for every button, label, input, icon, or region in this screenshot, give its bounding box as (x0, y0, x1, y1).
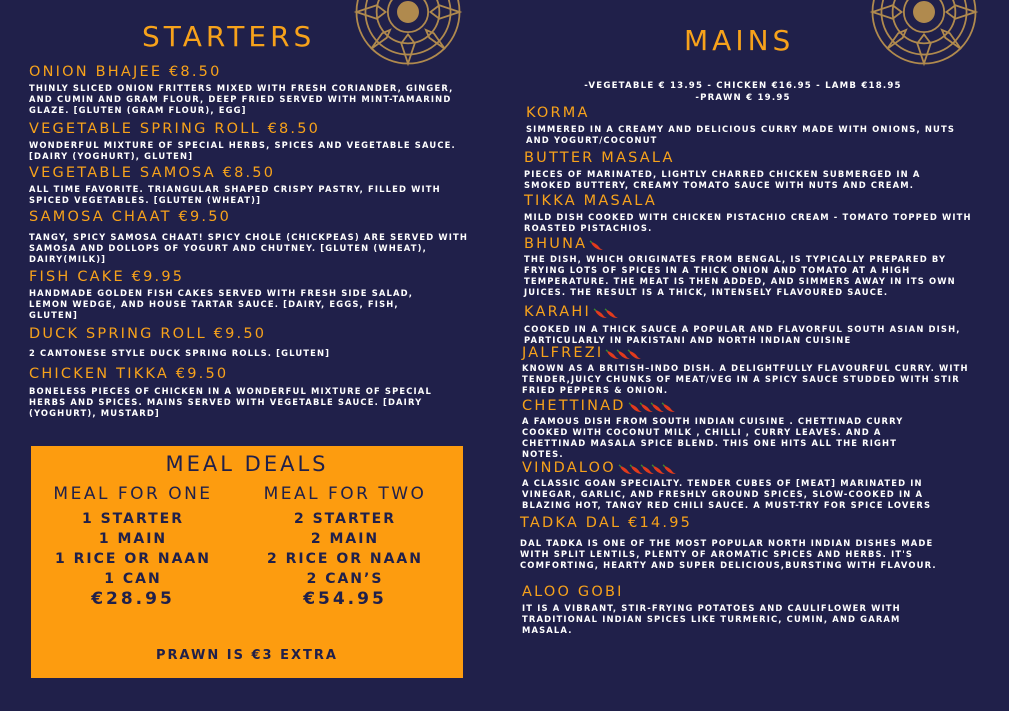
chili-icon (661, 402, 676, 413)
dish-name-text: TIKKA MASALA (524, 193, 657, 209)
meal-line: 1 MAIN (98, 531, 168, 547)
dish-name: ALOO GOBI (522, 584, 624, 600)
mandala-svg (868, 0, 980, 68)
main-extra-item (520, 515, 940, 571)
dish-name-text: JALFREZI (522, 345, 604, 361)
meal-line: 1 RICE OR NAAN (55, 551, 211, 567)
dish-description: A CLASSIC GOAN SPECIALTY. TENDER CUBES OF [MEAT] MARINATED IN VINEGAR, GARLIC, AND FRESHLY GROUND SPICES, SLOW-COOKED IN A BLAZING HOT, TANGY RED CHILI SAUCE. A MUST-TRY FOR SPICE LOVERS (522, 478, 932, 510)
starter-item (29, 326, 469, 359)
main-item (522, 460, 974, 511)
dish-description: IT IS A VIBRANT, STIR-FRYING POTATOES AND CAULIFLOWER WITH TRADITIONAL INDIAN SPICES LIKE TURMERIC, CUMIN, AND GARAM MASALA. (522, 603, 901, 635)
mandala-icon (352, 0, 464, 68)
starter-item (29, 269, 449, 321)
meal-deals-title: MEAL DEALS (165, 452, 329, 476)
dish-name-text: BUTTER MASALA (524, 150, 675, 166)
meal-for-one-price: €28.95 (91, 589, 175, 609)
meal-line: 2 STARTER (293, 511, 397, 527)
chili-rating (589, 237, 600, 254)
dish-name: VEGETABLE SAMOSA €8.50 (29, 165, 276, 181)
mains-prices-line: -VEGETABLE € 13.95 - CHICKEN €16.95 - LAMB €18.95 (584, 81, 902, 91)
dish-description: KNOWN AS A BRITISH–INDO DISH. A DELIGHTFULLY FLAVOURFUL CURRY. WITH TENDER,JUICY CHUNKS OF MEAT/VEG IN A SPICY SAUCE STUDDED WITH STIR FRIED PEPPERS & ONION. (522, 363, 969, 395)
dish-description: SIMMERED IN A CREAMY AND DELICIOUS CURRY MADE WITH ONIONS, NUTS AND YOGURT/COCONUT (526, 124, 956, 145)
main-item (526, 105, 956, 146)
dish-name (522, 345, 978, 363)
dish-name (522, 460, 974, 478)
dish-name (524, 236, 970, 254)
main-item (524, 150, 964, 191)
dish-description: WONDERFUL MIXTURE OF SPECIAL HERBS, SPICES AND VEGETABLE SAUCE.[DAIRY (YOGHURT), GLUTEN] (29, 140, 456, 161)
dish-description: 2 CANTONESE STYLE DUCK SPRING ROLLS. [GLUTEN] (29, 348, 331, 358)
chili-icon (604, 308, 619, 319)
dish-description: COOKED IN A THICK SAUCE A POPULAR AND FLAVORFUL SOUTH ASIAN DISH, PARTICULARLY IN PAKISTANI AND NORTH INDIAN CUISINE (524, 324, 961, 345)
chili-icon (589, 240, 604, 251)
meal-deals-box (31, 446, 463, 678)
dish-description: TANGY, SPICY SAMOSA CHAAT! SPICY CHOLE (CHICKPEAS) ARE SERVED WITH SAMOSA AND DOLLOPS OF YOGURT AND CHUTNEY. [GLUTEN (WHEAT), DAIRY(MILK)] (29, 232, 469, 264)
starter-item (29, 64, 469, 116)
dish-name (524, 150, 964, 167)
chili-icon (662, 464, 677, 475)
chili-rating (593, 305, 615, 322)
dish-name: VEGETABLE SPRING ROLL €8.50 (29, 121, 321, 137)
meal-line: 1 CAN (104, 571, 162, 587)
dish-description: HANDMADE GOLDEN FISH CAKES SERVED WITH FRESH SIDE SALAD, LEMON WEDGE, AND HOUSE TARTAR SAUCE. [DAIRY, EGGS, FISH, GLUTEN] (29, 288, 414, 320)
starter-item (29, 165, 469, 206)
starters-title: STARTERS (142, 20, 316, 53)
dish-name (524, 304, 970, 322)
dish-description: ALL TIME FAVORITE. TRIANGULAR SHAPED CRISPY PASTRY, FILLED WITH SPICED VEGETABLES. [GLUTEN (WHEAT)] (29, 184, 441, 205)
dish-name: FISH CAKE €9.95 (29, 269, 185, 285)
meal-for-two-price: €54.95 (303, 589, 387, 609)
dish-name (526, 105, 956, 122)
main-item (524, 193, 974, 234)
mains-title: MAINS (684, 24, 795, 57)
mandala-icon (868, 0, 980, 68)
mains-prices (548, 80, 938, 104)
dish-name: SAMOSA CHAAT €9.50 (29, 209, 232, 225)
meal-for-two (245, 484, 445, 609)
chili-icon (627, 349, 642, 360)
meal-line: 2 CAN’S (306, 571, 384, 587)
dish-name: DUCK SPRING ROLL €9.50 (29, 326, 267, 342)
meal-line: 2 MAIN (310, 531, 380, 547)
main-item (524, 236, 970, 298)
meal-for-two-title: MEAL FOR TWO (263, 484, 427, 504)
dish-name-text: KARAHI (524, 304, 591, 320)
dish-name-text: BHUNA (524, 236, 588, 252)
main-item (522, 345, 978, 396)
dish-name (524, 193, 974, 210)
dish-name: CHICKEN TIKKA €9.50 (29, 366, 229, 382)
dish-name-text: CHETTINAD (522, 398, 626, 414)
dish-name-text: KORMA (526, 105, 590, 121)
dish-description: PIECES OF MARINATED, LIGHTLY CHARRED CHICKEN SUBMERGED IN A SMOKED BUTTERY, CREAMY TOMATO SAUCE WITH NUTS AND CREAM. (524, 169, 921, 190)
dish-name-text: VINDALOO (522, 460, 616, 476)
chili-rating (605, 346, 638, 363)
mandala-svg (352, 0, 464, 68)
chili-rating (618, 461, 673, 478)
meal-line: 2 RICE OR NAAN (267, 551, 423, 567)
dish-description: THE DISH, WHICH ORIGINATES FROM BENGAL, IS TYPICALLY PREPARED BY FRYING LOTS OF SPICES IN A THICK ONION AND TOMATO AT A HIGH TEMPERATURE. THE MEAT IS THEN ADDED, AND SIMMERS AWAY IN ITS OWN JUICES. THE RESULT IS A THICK, INTENSELY FLAVOURED SAUCE. (524, 254, 956, 297)
prawn-extra-note: PRAWN IS €3 EXTRA (156, 648, 338, 663)
dish-description: A FAMOUS DISH FROM SOUTH INDIAN CUISINE . CHETTINAD CURRY COOKED WITH COCONUT MILK , CHILLI , CURRY LEAVES. AND A CHETTINAD MASALA SPICE BLEND. THIS ONE HITS ALL THE RIGHT NOTES. (522, 416, 904, 459)
dish-description: BONELESS PIECES OF CHICKEN IN A WONDERFUL MIXTURE OF SPECIAL HERBS AND SPICES. MAINS SERVED WITH VEGETABLE SAUCE. [DAIRY (YOGHURT), MUSTARD] (29, 386, 432, 418)
meal-for-one (33, 484, 233, 609)
dish-description: MILD DISH COOKED WITH CHICKEN PISTACHIO CREAM - TOMATO TOPPED WITH ROASTED PISTACHIOS. (524, 212, 972, 233)
starter-item (29, 366, 459, 419)
dish-description: DAL TADKA IS ONE OF THE MOST POPULAR NORTH INDIAN DISHES MADE WITH SPLIT LENTILS, PLENTY OF AROMATIC SPICES AND HERBS. IT'S COMFORTING, HEARTY AND SUPER DELICIOUS,BURSTING WITH FLAVOUR. (520, 538, 937, 570)
main-item (522, 398, 938, 460)
starter-item (29, 121, 469, 162)
dish-name: ONION BHAJEE €8.50 (29, 64, 222, 80)
dish-name (522, 398, 938, 416)
starter-item (29, 209, 469, 265)
main-item (524, 304, 970, 346)
meal-for-one-title: MEAL FOR ONE (53, 484, 213, 504)
mains-prices-line: -PRAWN € 19.95 (695, 93, 791, 103)
chili-rating (628, 399, 672, 416)
main-extra-item (522, 584, 922, 636)
dish-name: TADKA DAL €14.95 (520, 515, 693, 531)
meal-line: 1 STARTER (81, 511, 185, 527)
dish-description: THINLY SLICED ONION FRITTERS MIXED WITH FRESH CORIANDER, GINGER, AND CUMIN AND GRAM FLOUR, DEEP FRIED SERVED WITH MINT-TAMARIND GLAZE. [GLUTEN (GRAM FLOUR), EGG] (29, 83, 454, 115)
